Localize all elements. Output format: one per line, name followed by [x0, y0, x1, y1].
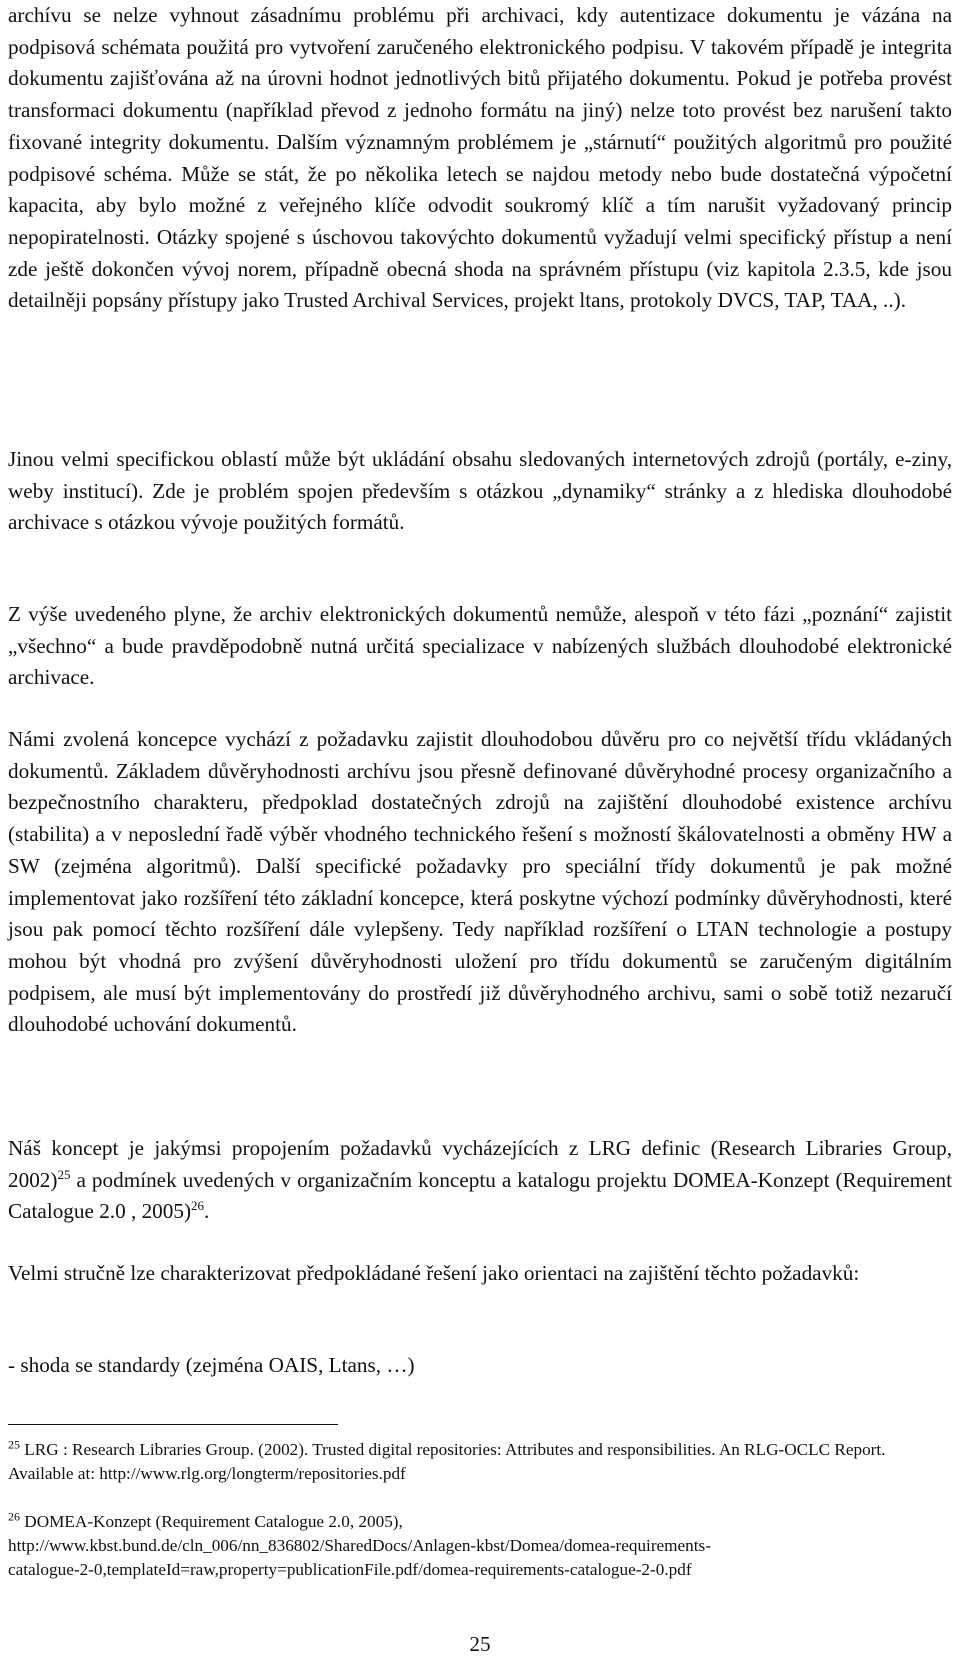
footnote-ref-26[interactable]: 26 [191, 1198, 205, 1214]
list-item-standards: - shoda se standardy (zejména OAIS, Ltans, …) [8, 1353, 415, 1377]
paragraph-lrg-text: Náš koncept je jakýmsi propojením požadavků vycházejících z LRG definic (Research Libraries Group, 2002) [8, 1136, 952, 1192]
footnote-26 [8, 1510, 952, 1582]
footnote-25-text: LRG : Research Libraries Group. (2002). Trusted digital repositories: Attributes and responsibilities. An RLG-OCLC Report. [20, 1440, 886, 1459]
page-number: 25 [469, 1632, 491, 1656]
paragraph-internet-sources: Jinou velmi specifickou oblastí může být ukládání obsahu sledovaných internetových zdrojů (portály, e-ziny, weby institucí). Zde je problém spojen především s otázkou „dynamiky“ stránky a z hlediska dlouhodobé archivace s otázkou vývoje použitých formátů. [8, 447, 952, 535]
footnote-separator [8, 1424, 338, 1425]
paragraph-end-period: . [204, 1199, 210, 1224]
paragraph-domea-text: a podmínek uvedených v organizačním konceptu a katalogu projektu DOMEA-Konzept (Requirement Catalogue 2.0 , 2005) [8, 1167, 952, 1224]
footnote-25-link[interactable]: Available at: http://www.rlg.org/longterm/repositories.pdf [8, 1464, 406, 1483]
footnote-number-25: 25 [8, 1437, 20, 1452]
paragraph-concept: Námi zvolená koncepce vychází z požadavku zajistit dlouhodobou důvěru pro co největší třídu vkládaných dokumentů. Základem důvěryhodnosti archívu jsou přesně definované důvěryhodné procesy organizačního a bezpečnostního charakteru, předpoklad dostatečných zdrojů na zajištění dlouhodobé existence archívu (stabilita) a v neposlední řadě výběr vhodného technického řešení s možností škálovatelnosti a obměny HW a SW (zejména algoritmů). Další specifické požadavky pro speciální třídy dokumentů je pak možné implementovat jako rozšíření této základní koncepce, která poskytne výchozí podmínky důvěryhodnosti, které jsou pak pomocí těchto rozšíření dále vylepšeny. Tedy například rozšíření o LTAN technologie a postupy mohou být vhodná pro zvýšení důvěryhodnosti uložení pro třídu dokumentů se zaručeným digitálním podpisem, ale musí být implementovány do prostředí již důvěryhodného archivu, sami o sobě totiž nezaručí dlouhodobé uchování dokumentů. [8, 727, 952, 1037]
paragraph-lrg-domea [8, 1133, 952, 1228]
footnote-26-text: DOMEA-Konzept (Requirement Catalogue 2.0, 2005), [20, 1512, 403, 1531]
paragraph-solution-summary: Velmi stručně lze charakterizovat předpokládané řešení jako orientaci na zajištění těchto požadavků: [8, 1261, 860, 1285]
footnote-26-link-part1[interactable]: http://www.kbst.bund.de/cln_006/nn_836802/SharedDocs/Anlagen-kbst/Domea/domea-requirements- [8, 1536, 711, 1555]
footnote-26-link-part2[interactable]: catalogue-2-0,templateId=raw,property=publicationFile.pdf/domea-requirements-catalogue-2-0.pdf [8, 1560, 692, 1579]
paragraph-archive-problems: archívu se nelze vyhnout zásadnímu problému při archivaci, kdy autentizace dokumentu je vázána na podpisová schémata použitá pro vytvoření zaručeného elektronického podpisu. V takovém případě je integrita dokumentu zajišťována až na úrovni hodnot jednotlivých bitů přijatého dokumentu. Pokud je potřeba provést transformaci dokumentu (například převod z jednoho formátu na jiný) nelze toto provést bez narušení takto fixované integrity dokumentu. Dalším významným problémem je „stárnutí“ použitých algoritmů pro použité podpisové schéma. Může se stát, že po několika letech se najdou metody nebo bude dostatečná výpočetní kapacita, aby bylo možné z veřejného klíče odvodit soukromý klíč a tím narušit vyžadovaný princip nepopiratelnosti. Otázky spojené s úschovou takovýchto dokumentů vyžadují velmi specifický přístup a není zde ještě dokončen vývoj norem, případně obecná shoda na správném přístupu (viz kapitola 2.3.5, kde jsou detailněji popsány přístupy jako Trusted Archival Services, projekt ltans, protokoly DVCS, TAP, TAA, ..). [8, 3, 952, 313]
footnote-ref-25[interactable]: 25 [57, 1166, 71, 1182]
footnote-25 [8, 1438, 952, 1486]
footnote-number-26: 26 [8, 1509, 20, 1524]
paragraph-specialization: Z výše uvedeného plyne, že archiv elektronických dokumentů nemůže, alespoň v této fázi „poznání“ zajistit „všechno“ a bude pravděpodobně nutná určitá specializace v nabízených službách dlouhodobé elektronické archivace. [8, 602, 952, 690]
